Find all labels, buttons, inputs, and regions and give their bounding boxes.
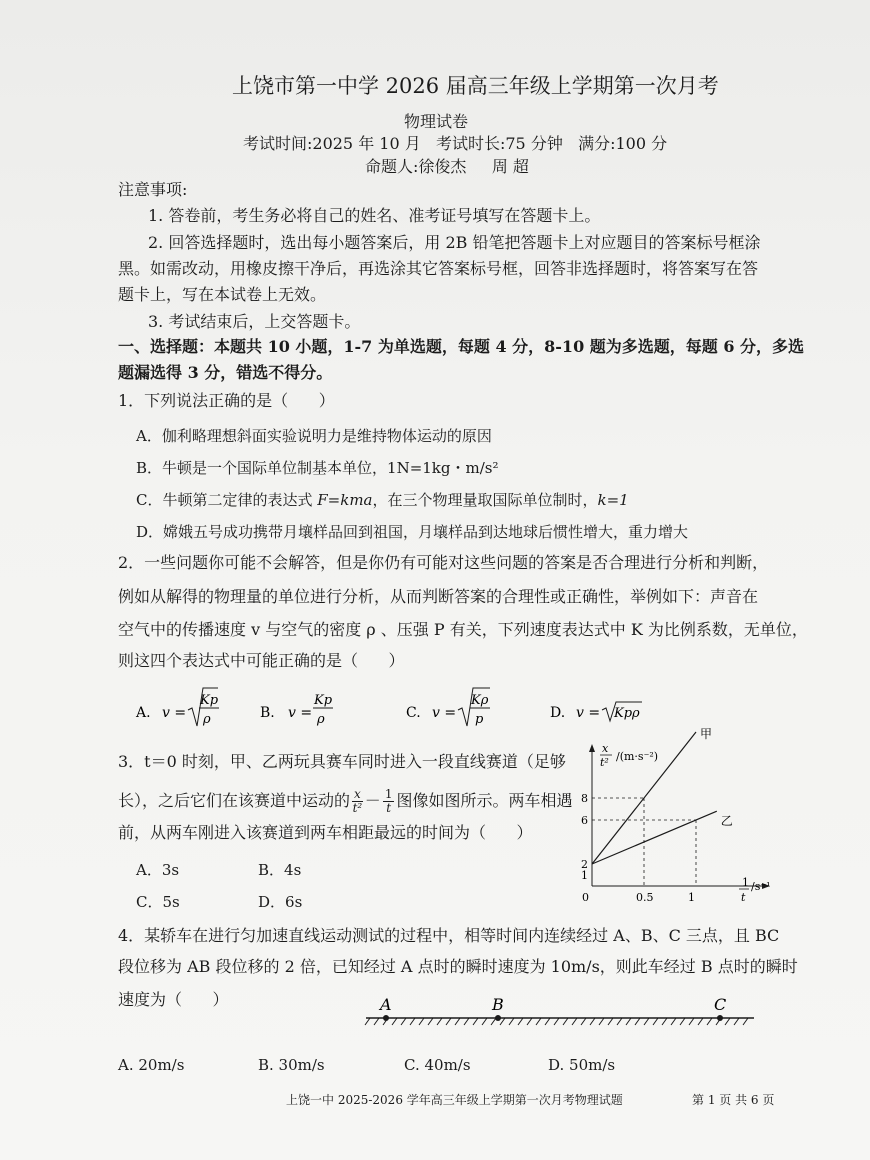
notice-item-2: 2. 回答选择题时，选出每小题答案后，用 2B 铅笔把答题卡上对应题目的答案标号框涂 xyxy=(148,233,761,252)
q4-hatch-mark xyxy=(563,1018,568,1025)
section-heading: 一、选择题：本题共 10 小题，1-7 为单选题，每题 4 分，8-10 题为多选题，每题 6 分，多选 xyxy=(118,337,805,356)
footer-left: 上饶一中 2025-2026 学年高三年级上学期第一次月考物理试题 xyxy=(286,1093,623,1107)
q1-option-b: B．牛顿是一个国际单位制基本单位，1N=1kg・m/s² xyxy=(136,459,499,477)
q3-x-label-den: t xyxy=(741,891,746,904)
q4-hatch-mark xyxy=(518,1018,523,1025)
q3-frac-1-t xyxy=(383,788,395,815)
exam-subject: 物理试卷 xyxy=(404,112,469,131)
q4-hatch-mark xyxy=(446,1018,451,1025)
q3-line-1: 3．t＝0 时刻，甲、乙两玩具赛车同时进入一段直线赛道（足够 xyxy=(118,752,566,771)
q4-hatch-mark xyxy=(707,1018,712,1025)
exam-meta: 考试时间:2025 年 10 月 考试时长:75 分钟 满分:100 分 xyxy=(243,134,668,153)
q2-option-c-num: Kρ xyxy=(471,693,489,708)
q4-point-c-dot xyxy=(717,1015,723,1021)
q4-hatch-mark xyxy=(725,1018,730,1025)
q4-hatch-mark xyxy=(644,1018,649,1025)
q3-line-3: 前，从两车刚进入该赛道到两车相距最远的时间为（ ） xyxy=(118,823,533,842)
q2-option-b-num: Kp xyxy=(314,693,333,708)
q4-hatch-mark xyxy=(572,1018,577,1025)
q3-y-tick-1: 1 xyxy=(581,869,588,882)
q4-hatch-mark xyxy=(608,1018,613,1025)
q3-y-tick-6: 6 xyxy=(581,814,588,827)
q4-point-a-dot xyxy=(383,1015,389,1021)
q4-line-2: 段位移为 AB 段位移的 2 倍，已知经过 A 点时的瞬时速度为 10m/s，则此车经过 B 点时的瞬时 xyxy=(118,957,798,976)
q1-stem: 1．下列说法正确的是（ ） xyxy=(118,391,335,410)
q4-option-b: B. 30m/s xyxy=(258,1056,325,1074)
q4-hatch-mark xyxy=(626,1018,631,1025)
q4-hatch-mark xyxy=(482,1018,487,1025)
q3-y-tick-2: 2 xyxy=(581,858,588,871)
q3-series-label-1: 甲 xyxy=(700,727,713,741)
q4-hatch-mark xyxy=(599,1018,604,1025)
q1-option-c xyxy=(136,490,629,510)
q4-hatch-mark xyxy=(392,1018,397,1025)
q4-hatch-mark xyxy=(662,1018,667,1025)
q3-series-lines xyxy=(592,727,733,864)
q4-track-hatch xyxy=(365,1018,748,1025)
q3-y-label-num: x xyxy=(602,742,609,755)
q2-option-a-v: v = xyxy=(162,705,187,721)
q3-x-label-num: 1 xyxy=(742,876,749,889)
q2-option-b-v: v = xyxy=(288,705,313,721)
notice-item-2-cont2: 题卡上，写在本试卷上无效。 xyxy=(118,285,327,304)
q4-hatch-mark xyxy=(536,1018,541,1025)
q2-option-b-label: B. xyxy=(260,705,275,721)
q4-hatch-mark xyxy=(401,1018,406,1025)
q4-hatch-mark xyxy=(365,1018,370,1025)
q3-line-2 xyxy=(118,788,572,815)
q4-option-c: C. 40m/s xyxy=(404,1056,471,1074)
q3-frac2-num: 1 xyxy=(384,787,393,801)
q4-hatch-mark xyxy=(473,1018,478,1025)
q3-frac2-den: t xyxy=(386,801,392,815)
q4-point-a-label: A xyxy=(380,995,392,1014)
q3-option-a: A．3s xyxy=(136,861,180,879)
q4-option-a: A. 20m/s xyxy=(118,1056,185,1074)
notice-item-3: 3. 考试结束后，上交答题卡。 xyxy=(148,312,361,331)
q4-track-diagram xyxy=(360,992,760,1034)
q4-hatch-mark xyxy=(698,1018,703,1025)
q1-option-c-formula: F=kma xyxy=(317,491,373,509)
q4-hatch-mark xyxy=(671,1018,676,1025)
q4-hatch-mark xyxy=(653,1018,658,1025)
q3-line-2-text2: 图像如图所示。两车相遇 xyxy=(396,791,573,810)
q3-y-label-den: t² xyxy=(600,756,609,769)
q4-hatch-mark xyxy=(689,1018,694,1025)
q2-line-2: 例如从解得的物理量的单位进行分析，从而判断答案的合理性或正确性，举例如下：声音在 xyxy=(118,587,759,606)
q1-option-c-k: k=1 xyxy=(597,491,629,509)
q4-hatch-mark xyxy=(455,1018,460,1025)
q4-point-c-label: C xyxy=(714,995,727,1014)
q3-frac-num: x xyxy=(354,787,361,801)
q2-option-d-v: v = xyxy=(576,705,601,721)
q4-hatch-mark xyxy=(527,1018,532,1025)
q3-line-2-text: 长），之后它们在该赛道中运动的 xyxy=(118,791,351,810)
q2-option-d-label: D. xyxy=(550,705,566,721)
q1-option-c-text2: ，在三个物理量取国际单位制时， xyxy=(372,491,598,509)
q4-hatch-mark xyxy=(545,1018,550,1025)
q2-option-c-label: C. xyxy=(406,705,421,721)
q3-tick-labels xyxy=(581,792,695,904)
q4-hatch-mark xyxy=(428,1018,433,1025)
q4-hatch-mark xyxy=(374,1018,379,1025)
q4-hatch-mark xyxy=(617,1018,622,1025)
q4-hatch-mark xyxy=(464,1018,469,1025)
q4-line-3: 速度为（ ） xyxy=(118,990,229,1009)
q3-frac-x-t2 xyxy=(352,788,363,815)
q2-option-a-den: ρ xyxy=(203,712,211,727)
q4-hatch-mark xyxy=(590,1018,595,1025)
q3-option-d: D．6s xyxy=(258,893,303,911)
q3-series-label-2: 乙 xyxy=(720,814,733,829)
section-heading-cont: 题漏选得 3 分，错选不得分。 xyxy=(118,363,333,382)
exam-title: 上饶市第一中学 2026 届高三年级上学期第一次月考 xyxy=(232,74,719,98)
q3-frac-den: t² xyxy=(352,801,363,815)
q2-option-c-v: v = xyxy=(432,705,457,721)
q3-x-tick-0.5: 0.5 xyxy=(636,891,654,904)
q3-series-line-2 xyxy=(592,811,717,864)
q3-y-label-unit: /(m·s⁻²) xyxy=(616,750,659,763)
q1-option-a: A．伽利略理想斜面实验说明力是维持物体运动的原因 xyxy=(136,427,492,445)
q2-option-a-num: Kp xyxy=(200,693,219,708)
q3-origin: 0 xyxy=(582,891,589,904)
notice-heading: 注意事项: xyxy=(118,180,188,199)
q1-option-d: D．嫦娥五号成功携带月壤样品回到祖国，月壤样品到达地球后惯性增大，重力增大 xyxy=(136,523,689,541)
q2-option-c-den: p xyxy=(475,712,484,727)
q4-hatch-mark xyxy=(635,1018,640,1025)
q4-hatch-mark xyxy=(509,1018,514,1025)
q2-option-a-label: A. xyxy=(136,705,151,721)
q4-hatch-mark xyxy=(734,1018,739,1025)
q3-option-b: B．4s xyxy=(258,861,302,879)
q3-dash: － xyxy=(364,791,381,810)
q4-line-1: 4．某轿车在进行匀加速直线运动测试的过程中，相等时间内连续经过 A、B、C 三点，且 BC xyxy=(118,926,780,945)
q4-option-d: D. 50m/s xyxy=(548,1056,616,1074)
q4-point-b-label: B xyxy=(492,995,504,1014)
q2-options-formulas xyxy=(130,682,650,732)
q3-option-c: C．5s xyxy=(136,893,180,911)
q4-hatch-mark xyxy=(410,1018,415,1025)
q2-line-1: 2．一些问题你可能不会解答，但是你仍有可能对这些问题的答案是否合理进行分析和判断， xyxy=(118,553,769,572)
q4-hatch-mark xyxy=(680,1018,685,1025)
q4-hatch-mark xyxy=(743,1018,748,1025)
q3-x-tick-1: 1 xyxy=(688,891,695,904)
q2-line-3: 空气中的传播速度 v 与空气的密度 ρ 、压强 P 有关，下列速度表达式中 K 为比例系数，无单位， xyxy=(118,620,808,639)
exam-authors: 命题人:徐俊杰 周 超 xyxy=(365,157,529,176)
q4-hatch-mark xyxy=(437,1018,442,1025)
q3-graph xyxy=(568,727,780,916)
notice-item-1: 1. 答卷前，考生务必将自己的姓名、准考证号填写在答题卡上。 xyxy=(148,206,601,225)
q4-hatch-mark xyxy=(419,1018,424,1025)
q4-hatch-mark xyxy=(581,1018,586,1025)
q2-option-d-rad: Kpρ xyxy=(614,706,640,721)
q4-point-b-dot xyxy=(495,1015,501,1021)
q2-line-4: 则这四个表达式中可能正确的是（ ） xyxy=(118,651,405,670)
q4-hatch-mark xyxy=(554,1018,559,1025)
q1-option-c-text: C．牛顿第二定律的表达式 xyxy=(136,491,318,509)
notice-item-2-cont: 黑。如需改动，用橡皮擦干净后，再选涂其它答案标号框，回答非选择题时，将答案写在答 xyxy=(118,259,759,278)
q2-option-b-den: ρ xyxy=(317,712,325,727)
footer-page: 第 1 页 共 6 页 xyxy=(692,1093,775,1107)
q3-x-label-unit: /s⁻¹ xyxy=(751,880,771,893)
q3-y-tick-8: 8 xyxy=(581,792,588,805)
